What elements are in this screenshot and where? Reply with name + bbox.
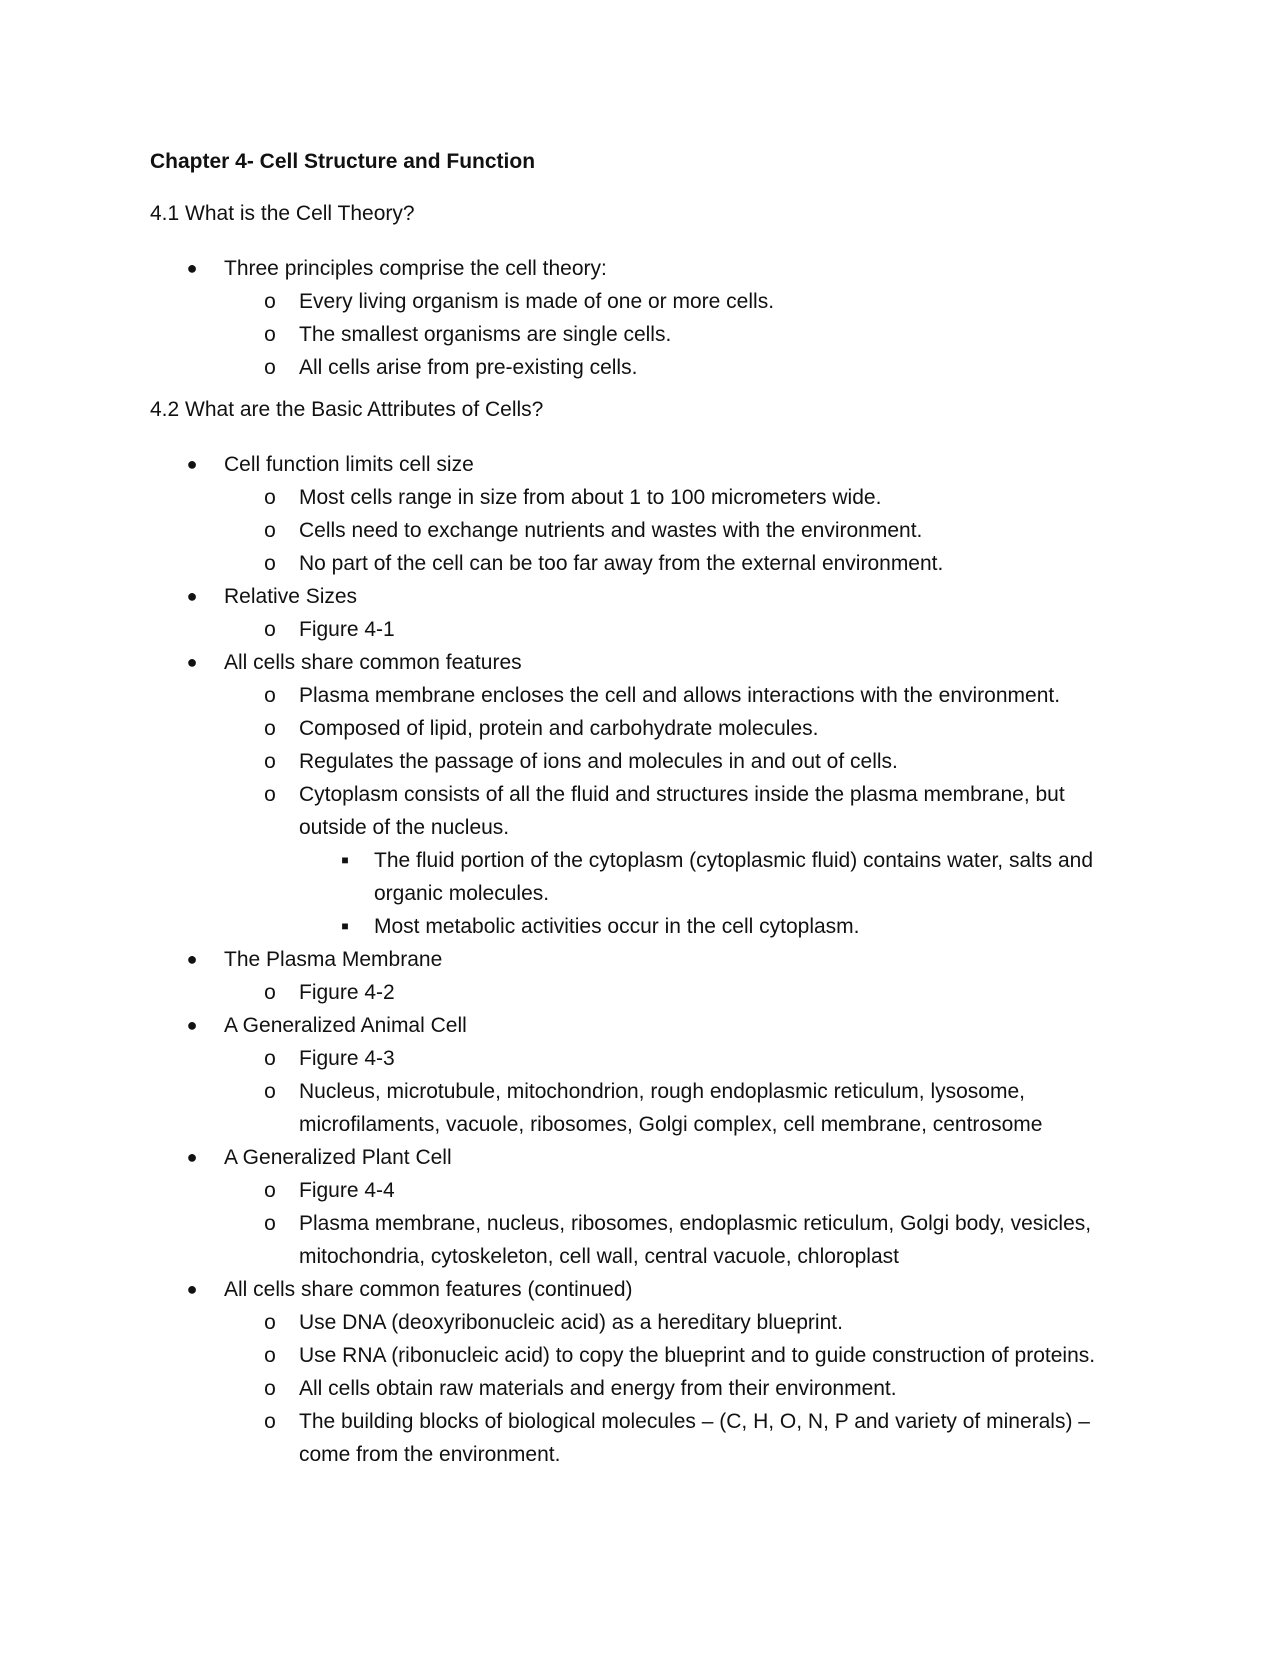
list-item-level-1 — [0, 1141, 1280, 1174]
list-item-level-1 — [0, 943, 1280, 976]
list-item-level-1 — [0, 1009, 1280, 1042]
list-item-text: All cells arise from pre-existing cells. — [299, 356, 638, 379]
list-item-text: Cells need to exchange nutrients and wastes with the environment. — [299, 519, 923, 542]
list-item-level-3 — [0, 844, 1280, 877]
bullet-circle-icon: o — [264, 1311, 276, 1334]
bullet-circle-icon: o — [264, 1047, 276, 1070]
list-item-text: Composed of lipid, protein and carbohydrate molecules. — [299, 717, 819, 740]
bullet-disc-icon: ● — [186, 652, 198, 672]
list-item-level-2 — [0, 1306, 1280, 1339]
list-item-text: The Plasma Membrane — [224, 948, 443, 971]
bullet-circle-icon: o — [264, 486, 276, 509]
section-heading-4-1: 4.1 What is the Cell Theory? — [150, 202, 415, 225]
list-item-text: The smallest organisms are single cells. — [299, 323, 672, 346]
bullet-disc-icon: ● — [186, 949, 198, 969]
bullet-circle-icon: o — [264, 1377, 276, 1400]
bullet-circle-icon: o — [264, 1344, 276, 1367]
bullet-circle-icon: o — [264, 1080, 276, 1103]
bullet-disc-icon: ● — [186, 586, 198, 606]
bullet-circle-icon: o — [264, 684, 276, 707]
list-item-text: All cells obtain raw materials and energy from their environment. — [299, 1377, 897, 1400]
list-item-text: organic molecules. — [374, 882, 550, 905]
bullet-circle-icon: o — [264, 717, 276, 740]
list-item-level-2 — [0, 1405, 1280, 1438]
list-item-text: outside of the nucleus. — [299, 816, 510, 839]
list-item-text: Cytoplasm consists of all the fluid and structures inside the plasma membrane, but — [299, 783, 1065, 806]
bullet-disc-icon: ● — [186, 1279, 198, 1299]
bullet-circle-icon: o — [264, 783, 276, 806]
list-item-level-2 — [0, 1207, 1280, 1240]
list-item-text: All cells share common features (continued) — [224, 1278, 633, 1301]
list-item-text: microfilaments, vacuole, ribosomes, Golgi complex, cell membrane, centrosome — [299, 1113, 1043, 1136]
list-item-level-2 — [0, 481, 1280, 514]
bullet-circle-icon: o — [264, 290, 276, 313]
list-item-level-2 — [0, 547, 1280, 580]
list-item-text: come from the environment. — [299, 1443, 561, 1466]
bullet-circle-icon: o — [264, 552, 276, 575]
section-heading-4-2: 4.2 What are the Basic Attributes of Cells? — [150, 398, 544, 421]
list-item-level-3 — [0, 910, 1280, 943]
list-item-level-2 — [0, 351, 1280, 384]
list-item-text: Nucleus, microtubule, mitochondrion, rough endoplasmic reticulum, lysosome, — [299, 1080, 1025, 1103]
list-item-text: mitochondria, cytoskeleton, cell wall, central vacuole, chloroplast — [299, 1245, 899, 1268]
list-item-level-1 — [0, 580, 1280, 613]
list-item-level-2 — [0, 745, 1280, 778]
list-item-level-2 — [0, 712, 1280, 745]
list-item-level-2 — [0, 679, 1280, 712]
list-item-level-2 — [0, 285, 1280, 318]
list-item-level-2 — [0, 976, 1280, 1009]
list-item-level-2 — [0, 1042, 1280, 1075]
section-4-1-list — [0, 252, 1280, 384]
bullet-circle-icon: o — [264, 519, 276, 542]
list-item-level-2 — [0, 1075, 1280, 1108]
list-item-continuation — [0, 1438, 1280, 1471]
list-item-text: Use DNA (deoxyribonucleic acid) as a hereditary blueprint. — [299, 1311, 843, 1334]
list-item-text: Figure 4-4 — [299, 1179, 395, 1202]
list-item-level-2 — [0, 778, 1280, 811]
list-item-level-2 — [0, 318, 1280, 351]
bullet-circle-icon: o — [264, 356, 276, 379]
bullet-circle-icon: o — [264, 618, 276, 641]
list-item-text: Three principles comprise the cell theory: — [224, 257, 607, 280]
list-item-continuation — [0, 877, 1280, 910]
list-item-text: The fluid portion of the cytoplasm (cytoplasmic fluid) contains water, salts and — [374, 849, 1094, 872]
list-item-text: Most metabolic activities occur in the cell cytoplasm. — [374, 915, 860, 938]
list-item-level-2 — [0, 1174, 1280, 1207]
list-item-text: Use RNA (ribonucleic acid) to copy the blueprint and to guide construction of proteins. — [299, 1344, 1096, 1367]
bullet-circle-icon: o — [264, 1179, 276, 1202]
bullet-disc-icon: ● — [186, 258, 198, 278]
bullet-square-icon: ■ — [341, 853, 349, 867]
list-item-text: Figure 4-2 — [299, 981, 395, 1004]
list-item-level-1 — [0, 646, 1280, 679]
list-item-text: Figure 4-3 — [299, 1047, 395, 1070]
list-item-text: No part of the cell can be too far away from the external environment. — [299, 552, 944, 575]
list-item-continuation — [0, 811, 1280, 844]
list-item-level-1 — [0, 1273, 1280, 1306]
bullet-circle-icon: o — [264, 750, 276, 773]
list-item-level-2 — [0, 613, 1280, 646]
list-item-text: Most cells range in size from about 1 to 100 micrometers wide. — [299, 486, 882, 509]
list-item-level-2 — [0, 514, 1280, 547]
list-item-continuation — [0, 1240, 1280, 1273]
list-item-level-2 — [0, 1339, 1280, 1372]
bullet-disc-icon: ● — [186, 454, 198, 474]
list-item-text: Relative Sizes — [224, 585, 358, 608]
bullet-disc-icon: ● — [186, 1147, 198, 1167]
bullet-disc-icon: ● — [186, 1015, 198, 1035]
list-item-level-1 — [0, 252, 1280, 285]
list-item-text: All cells share common features — [224, 651, 522, 674]
list-item-text: A Generalized Animal Cell — [224, 1014, 467, 1037]
list-item-text: Plasma membrane, nucleus, ribosomes, endoplasmic reticulum, Golgi body, vesicles, — [299, 1212, 1092, 1235]
list-item-text: Cell function limits cell size — [224, 453, 474, 476]
section-4-2-list — [0, 448, 1280, 1471]
list-item-text: Figure 4-1 — [299, 618, 395, 641]
list-item-text: Plasma membrane encloses the cell and allows interactions with the environment. — [299, 684, 1061, 707]
list-item-text: The building blocks of biological molecules – (C, H, O, N, P and variety of minerals) – — [299, 1410, 1090, 1433]
page-title: Chapter 4- Cell Structure and Function — [150, 150, 536, 173]
bullet-circle-icon: o — [264, 323, 276, 346]
bullet-circle-icon: o — [264, 981, 276, 1004]
bullet-square-icon: ■ — [341, 919, 349, 933]
bullet-circle-icon: o — [264, 1410, 276, 1433]
list-item-text: Regulates the passage of ions and molecules in and out of cells. — [299, 750, 898, 773]
list-item-level-1 — [0, 448, 1280, 481]
list-item-text: Every living organism is made of one or more cells. — [299, 290, 775, 313]
bullet-circle-icon: o — [264, 1212, 276, 1235]
list-item-continuation — [0, 1108, 1280, 1141]
list-item-text: A Generalized Plant Cell — [224, 1146, 452, 1169]
list-item-level-2 — [0, 1372, 1280, 1405]
